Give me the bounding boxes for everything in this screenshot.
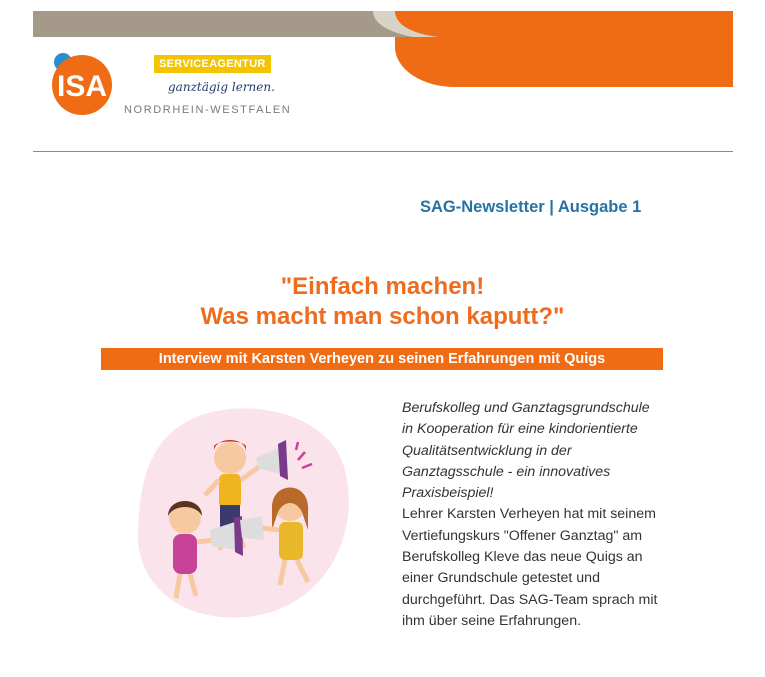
children-illustration xyxy=(130,400,360,635)
region-label: NORDRHEIN-WESTFALEN xyxy=(124,104,292,116)
children-with-megaphones-icon xyxy=(130,400,360,630)
interview-subheadline: Interview mit Karsten Verheyen zu seinen Erfahrungen mit Quigs xyxy=(101,348,663,370)
headline-line-1: "Einfach machen! xyxy=(280,273,485,300)
headline-line-2: Was macht man schon kaputt?" xyxy=(200,303,565,330)
isa-logo[interactable] xyxy=(50,52,114,121)
header-divider xyxy=(33,151,733,152)
newsletter-issue: SAG-Newsletter | Ausgabe 1 xyxy=(420,198,642,216)
article-body: Lehrer Karsten Verheyen hat mit seinem Vertiefungskurs "Offener Ganztag" am Berufskolleg Kleve das neue Quigs an einer Grundschule getestet und durchgeführt. Das SAG-Team sprach mit ihm über seine Erfahrungen. xyxy=(402,506,658,629)
banner-graphic xyxy=(33,11,733,37)
article-intro xyxy=(402,398,662,632)
ganztaegig-lernen-tag: ganztägig lernen. xyxy=(168,80,275,94)
isa-logo-graphic xyxy=(50,52,114,116)
isa-logo-text: ISA xyxy=(56,70,108,103)
serviceagentur-tag: SERVICEAGENTUR xyxy=(154,55,271,73)
header-banner xyxy=(33,11,733,37)
serviceagentur-logo xyxy=(154,54,271,73)
article-lead: Berufskolleg und Ganztagsgrundschule in Kooperation für eine kindorientierte Qualitätsentwicklung in der Ganztagsschule - ein innovatives Praxisbeispiel! xyxy=(402,400,650,502)
banner-orange-extension xyxy=(395,37,733,87)
